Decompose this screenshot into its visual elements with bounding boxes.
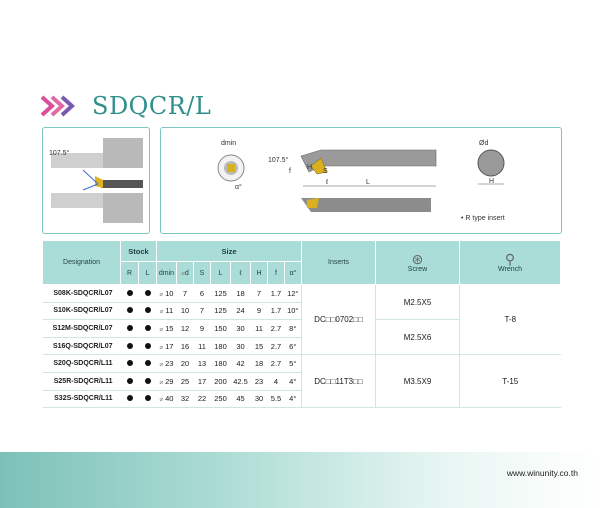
in-stock-dot: [145, 290, 151, 296]
H-cell: 7: [251, 285, 268, 303]
H-label: H: [307, 164, 313, 171]
size-d-header: ⌀d: [177, 262, 194, 285]
dmin-label: dmin: [221, 140, 237, 147]
in-stock-dot: [127, 325, 133, 331]
stock-l-cell: [139, 337, 157, 355]
screw-cell: M2.5X6: [376, 320, 460, 355]
L-cell: 125: [211, 302, 231, 320]
H-cell: 9: [251, 302, 268, 320]
L-cell: 180: [211, 355, 231, 373]
screw-icon: ⊛: [411, 251, 424, 267]
alpha-cell: 4°: [285, 390, 302, 408]
dmin-cell: ⌀ 23: [157, 355, 177, 373]
stock-r-cell: [121, 355, 139, 373]
footer-band: [0, 452, 600, 508]
s-cell: 6: [194, 285, 211, 303]
in-stock-dot: [145, 307, 151, 313]
wrench-cell: T-8: [460, 285, 561, 355]
designation-cell: S20Q-SDQCR/L11: [43, 355, 121, 373]
alpha-cell: 5°: [285, 355, 302, 373]
f-cell: 2.7: [268, 355, 285, 373]
H-cell: 18: [251, 355, 268, 373]
od-label: Ød: [479, 140, 489, 147]
alpha-cell: 6°: [285, 337, 302, 355]
size-l-header: ℓ: [231, 262, 251, 285]
stock-l-cell: [139, 390, 157, 408]
designation-cell: S12M-SDQCR/L07: [43, 320, 121, 338]
angle-label-right: 107.5°: [268, 157, 289, 164]
stock-header: Stock: [121, 241, 157, 262]
tool-dimension-diagram: [160, 127, 562, 234]
l-cell: 42.5: [231, 372, 251, 390]
designation-cell: S10K-SDQCR/L07: [43, 302, 121, 320]
H-cell: 15: [251, 337, 268, 355]
boring-bar-sketch: [43, 128, 149, 233]
l-cell: 18: [231, 285, 251, 303]
page-title: SDQCR/L: [92, 92, 212, 120]
insert-note: • R type insert: [461, 215, 505, 222]
dmin-cell: ⌀ 15: [157, 320, 177, 338]
designation-cell: S32S-SDQCR/L11: [43, 390, 121, 408]
in-stock-dot: [127, 307, 133, 313]
alpha-cell: 12°: [285, 285, 302, 303]
d-cell: 20: [177, 355, 194, 373]
l-cell: 30: [231, 337, 251, 355]
d-cell: 10: [177, 302, 194, 320]
in-stock-dot: [145, 325, 151, 331]
in-stock-dot: [145, 343, 151, 349]
s-cell: 17: [194, 372, 211, 390]
inserts-header: Inserts: [302, 241, 376, 285]
spec-table: [42, 240, 561, 408]
size-dmin-header: dmin: [157, 262, 177, 285]
f-cell: 1.7: [268, 302, 285, 320]
L-label: L: [366, 179, 370, 186]
s-cell: 9: [194, 320, 211, 338]
s-cell: 7: [194, 302, 211, 320]
L-cell: 250: [211, 390, 231, 408]
H-cell: 30: [251, 390, 268, 408]
designation-header: Designation: [43, 241, 121, 285]
s-cell: 22: [194, 390, 211, 408]
title-row: [38, 90, 211, 122]
f-cell: 1.7: [268, 285, 285, 303]
website-link[interactable]: www.winunity.co.th: [506, 468, 578, 478]
size-L-header: L: [211, 262, 231, 285]
size-header: Size: [157, 241, 302, 262]
designation-cell: S16Q-SDQCR/L07: [43, 337, 121, 355]
alpha-label: α°: [235, 184, 242, 191]
dmin-cell: ⌀ 40: [157, 390, 177, 408]
d-cell: 12: [177, 320, 194, 338]
alpha-cell: 4°: [285, 372, 302, 390]
l-label: ℓ: [326, 179, 329, 186]
stock-l-cell: [139, 285, 157, 303]
alpha-cell: 10°: [285, 302, 302, 320]
insert-cell: DC□□11T3□□: [302, 355, 376, 408]
stock-r-cell: [121, 372, 139, 390]
d-cell: 25: [177, 372, 194, 390]
designation-cell: S08K-SDQCR/L07: [43, 285, 121, 303]
f-cell: 2.7: [268, 337, 285, 355]
dmin-cell: ⌀ 10: [157, 285, 177, 303]
size-alpha-header: α°: [285, 262, 302, 285]
angle-label-left: 107.5°: [49, 150, 70, 157]
boring-diagram-left: [42, 127, 150, 234]
in-stock-dot: [127, 378, 133, 384]
size-H-header: H: [251, 262, 268, 285]
f-cell: 2.7: [268, 320, 285, 338]
stock-r-header: R: [121, 262, 139, 285]
in-stock-dot: [145, 395, 151, 401]
stock-r-cell: [121, 390, 139, 408]
stock-r-cell: [121, 285, 139, 303]
stock-l-header: L: [139, 262, 157, 285]
L-cell: 125: [211, 285, 231, 303]
in-stock-dot: [145, 360, 151, 366]
insert-cell: DC□□0702□□: [302, 285, 376, 355]
double-chevron-icon: [38, 94, 78, 118]
H-label-end: H: [489, 178, 495, 185]
H-cell: 11: [251, 320, 268, 338]
stock-r-cell: [121, 337, 139, 355]
f-label: f: [289, 168, 291, 175]
stock-l-cell: [139, 372, 157, 390]
table-row: [43, 285, 561, 303]
wrench-header: ⚲ Wrench: [460, 241, 561, 285]
alpha-cell: 8°: [285, 320, 302, 338]
in-stock-dot: [127, 290, 133, 296]
stock-l-cell: [139, 302, 157, 320]
in-stock-dot: [127, 395, 133, 401]
table-row: [43, 355, 561, 373]
size-s-header: S: [194, 262, 211, 285]
l-cell: 30: [231, 320, 251, 338]
dmin-cell: ⌀ 11: [157, 302, 177, 320]
l-cell: 45: [231, 390, 251, 408]
in-stock-dot: [145, 378, 151, 384]
L-cell: 200: [211, 372, 231, 390]
stock-r-cell: [121, 302, 139, 320]
d-cell: 16: [177, 337, 194, 355]
stock-l-cell: [139, 320, 157, 338]
s-cell: 11: [194, 337, 211, 355]
dmin-cell: ⌀ 29: [157, 372, 177, 390]
wrench-cell: T-15: [460, 355, 561, 408]
f-cell: 4: [268, 372, 285, 390]
wrench-icon: ⚲: [504, 251, 516, 267]
designation-cell: S25R-SDQCR/L11: [43, 372, 121, 390]
L-cell: 180: [211, 337, 231, 355]
l-cell: 42: [231, 355, 251, 373]
f-cell: 5.5: [268, 390, 285, 408]
screw-cell: M2.5X5: [376, 285, 460, 320]
stock-l-cell: [139, 355, 157, 373]
L-cell: 150: [211, 320, 231, 338]
screw-cell: M3.5X9: [376, 355, 460, 408]
d-cell: 32: [177, 390, 194, 408]
dmin-cell: ⌀ 17: [157, 337, 177, 355]
S-label: S: [323, 168, 328, 175]
in-stock-dot: [127, 360, 133, 366]
l-cell: 24: [231, 302, 251, 320]
screw-header: ⊛ Screw: [376, 241, 460, 285]
size-f-header: f: [268, 262, 285, 285]
in-stock-dot: [127, 343, 133, 349]
d-cell: 7: [177, 285, 194, 303]
stock-r-cell: [121, 320, 139, 338]
s-cell: 13: [194, 355, 211, 373]
H-cell: 23: [251, 372, 268, 390]
